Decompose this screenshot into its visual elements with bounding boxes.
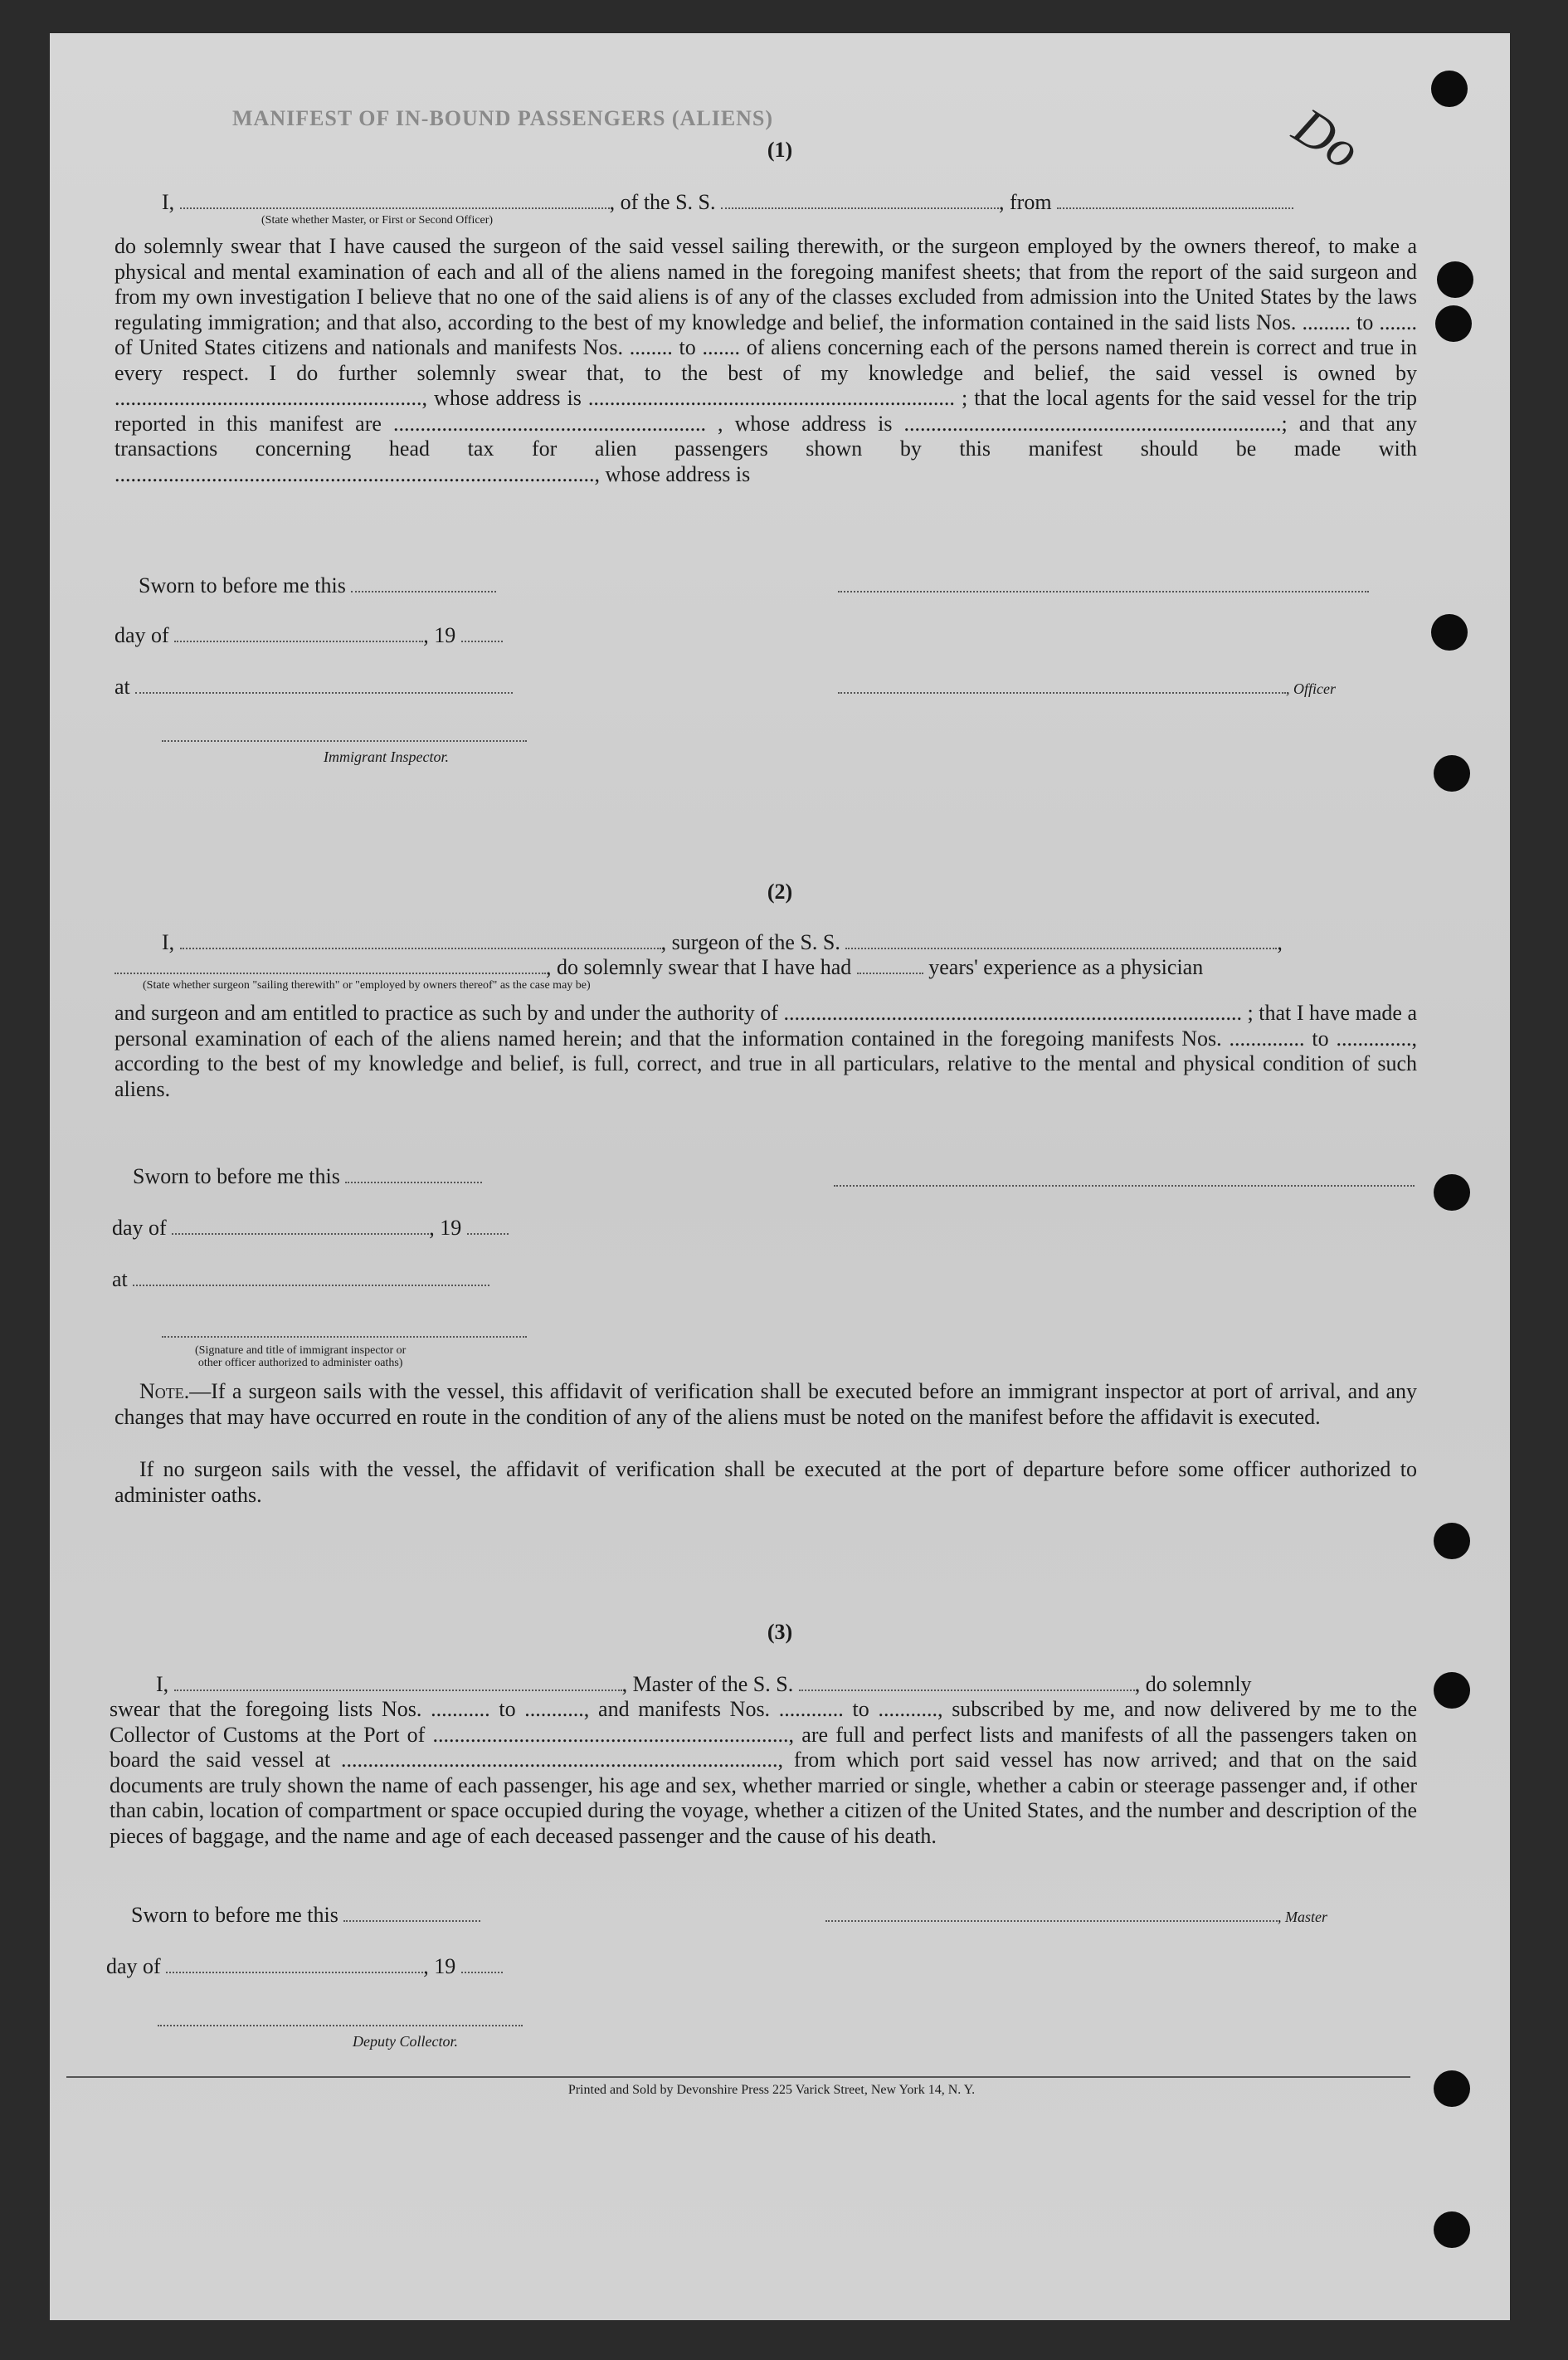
handwritten-mark: Do [1283,95,1371,181]
footer-rule [66,2076,1410,2078]
master-signature-line [825,1902,1327,1930]
day-of-line-3 [106,1953,503,1980]
month-blank [166,1955,423,1973]
label-of-ss: , of the S. S. [609,190,716,214]
inspector-caption: Immigrant Inspector. [324,748,449,765]
label-surgeon-of-ss: , surgeon of the S. S. [660,930,840,954]
signature-caption-line: (Signature and title of immigrant inspector or [195,1344,407,1357]
year-blank [461,1955,503,1973]
punch-hole [1434,1672,1470,1709]
section1-body: do solemnly swear that I have caused the surgeon of the said vessel sailing therewith, or the surgeon employed by the owners thereof, to make a physical and mental examination of each and all of the aliens named in the foregoing manifest sheets; that from the report of the said surgeon and from my own investigation I believe that no one of the said aliens is of any of the classes excluded from admission into the United States by the laws regulating immigration; and that also, according to the best of my knowledge and belief, the information contained in the said lists Nos. ......... to ....... of United States citizens and nationals and manifests Nos. ........ to ....... of aliens concerning each of the persons named therein is correct and true in every respect. I do further solemnly swear that, to the best of my knowledge and belief, the said vessel is owned by ........................................................., whose address is .................................................................... ; that the local agents for the said vessel for the trip reported in this manifest are .......................................................... , whose address is ......................................................................; and that any transactions concerning head tax for alien passengers shown by this manifest should be made with ........................................................................................., whose address is [114,234,1417,486]
label-swear: , do solemnly swear that I have had [546,955,852,979]
sworn-date-blank [345,1165,482,1183]
year-label: , 19 [423,623,456,647]
surgeon-line-1: I, , surgeon of the S. S. , [162,930,1283,954]
sworn-date-blank [343,1904,480,1922]
day-of-label: day of [112,1216,167,1240]
at-label: at [114,675,130,699]
printer-credit: Printed and Sold by Devonshire Press 225 Varick Street, New York 14, N. Y. [567,2083,976,2097]
note-text: —If a surgeon sails with the vessel, this affidavit of verification shall be executed before an immigrant inspector at port of arrival, and any changes that may have occurred en route in the condition of any of the aliens must be noted on the manifest before the affidavit is executed. [114,1379,1417,1429]
punch-hole [1434,755,1470,792]
vessel-name-blank [845,931,1277,949]
sworn-line-1 [139,573,496,599]
punch-hole [1437,261,1473,298]
place-blank [133,1268,489,1286]
officer-blank [838,675,1286,694]
ghost-header: MANIFEST OF IN-BOUND PASSENGERS (ALIENS) [232,106,774,130]
sworn-date-blank [351,574,496,592]
signature-caption-line: other officer authorized to administer oaths) [197,1357,403,1369]
vessel-name-blank [721,191,999,209]
punch-hole [1434,1523,1470,1559]
surgeon-caption: (State whether surgeon "sailing therewith" or "employed by owners thereof" as the case may be) [143,979,591,992]
section-number: (1) [767,138,793,162]
document-page [50,33,1510,2320]
punch-hole [1431,614,1468,651]
officer-label: , Officer [1286,680,1336,697]
label-from: , from [999,190,1052,214]
day-of-line-2 [112,1215,509,1241]
punch-hole [1434,1174,1470,1211]
sworn-label: Sworn to before me this [131,1903,338,1927]
year-label: , 19 [429,1216,462,1240]
officer-line [838,674,1336,702]
label-years: years' experience as a physician [928,955,1204,979]
master-caption: (State whether Master, or First or Second Officer) [261,214,494,227]
master-name-blank [180,191,610,209]
day-of-label: day of [106,1954,161,1978]
surgeon-name-blank [180,931,661,949]
day-of-label: day of [114,623,169,647]
label-i: I, [162,190,175,214]
surgeon-line-2 [114,954,1203,981]
years-blank [857,956,923,974]
note-label: Note. [139,1379,190,1403]
inspector-signature-blank [162,740,527,742]
place-blank [135,675,513,694]
inspector-signature-blank [162,1336,527,1338]
oath-line-i [162,189,1293,216]
at-line-2 [112,1266,489,1293]
note-paragraph-1 [114,1379,1417,1430]
surgeon-status-blank [114,956,546,974]
section3-body: swear that the foregoing lists Nos. ........... to ..........., and manifests Nos. ............ to ..........., subscribed by me, and now delivered by me to the Collector of Customs at the Port of .................................................................., are full and perfect lists and manifests of all the passengers taken on board the said vessel at ................................................................................., from which port said vessel has now arrived; and that on the said documents are truly shown the name of each passenger, his age and sex, whether married or single, whether a cabin or steerage passenger and, if other than cabin, location of compartment or space occupied during the voyage, whether a citizen of the United States, and the number and description of the pieces of baggage, and the name and age of each deceased passenger and the cause of his death. [110,1697,1417,1848]
at-line-1 [114,674,513,700]
month-blank [172,1217,429,1235]
label-master-of-ss: , Master of the S. S. [621,1672,794,1696]
label-i: I, [162,930,175,954]
sworn-line-2 [133,1163,482,1190]
deputy-caption: Deputy Collector. [353,2033,458,2050]
day-of-line-1 [114,622,503,649]
from-port-blank [1057,191,1293,209]
label-do-solemnly: , do solemnly [1134,1672,1252,1696]
master-line-3 [156,1671,1252,1698]
sworn-label: Sworn to before me this [139,573,346,597]
punch-hole [1435,305,1472,342]
note-paragraph-2: If no surgeon sails with the vessel, the affidavit of verification shall be executed at the port of departure before some officer authorized to administer oaths. [114,1457,1417,1507]
punch-hole [1431,71,1468,107]
label-i: I, [156,1672,169,1696]
sworn-label: Sworn to before me this [133,1164,340,1188]
year-blank [467,1217,509,1235]
section-number: (3) [767,1620,793,1644]
month-blank [174,624,423,642]
deputy-signature-blank [158,2025,523,2026]
signature-caption [195,1344,406,1369]
year-label: , 19 [423,1954,456,1978]
surgeon-signature-blank [834,1185,1415,1187]
master-signature-blank [825,1904,1278,1922]
vessel-name-blank [799,1673,1135,1691]
master-name-blank [174,1673,622,1691]
at-label: at [112,1267,128,1291]
officer-signature-blank [838,591,1369,592]
section-number: (2) [767,880,793,904]
year-blank [461,624,503,642]
sworn-line-3 [131,1902,480,1928]
punch-hole [1434,2211,1470,2248]
section2-body: and surgeon and am entitled to practice as such by and under the authority of ..................................................................................... ; that I have made a personal examination of each of the aliens named herein; and that the information contained in the foregoing manifests Nos. .............. to .............., according to the best of my knowledge and belief, is full, correct, and true in all particulars, relative to the mental and physical condition of such aliens. [114,1001,1417,1101]
master-label: , Master [1278,1909,1327,1925]
